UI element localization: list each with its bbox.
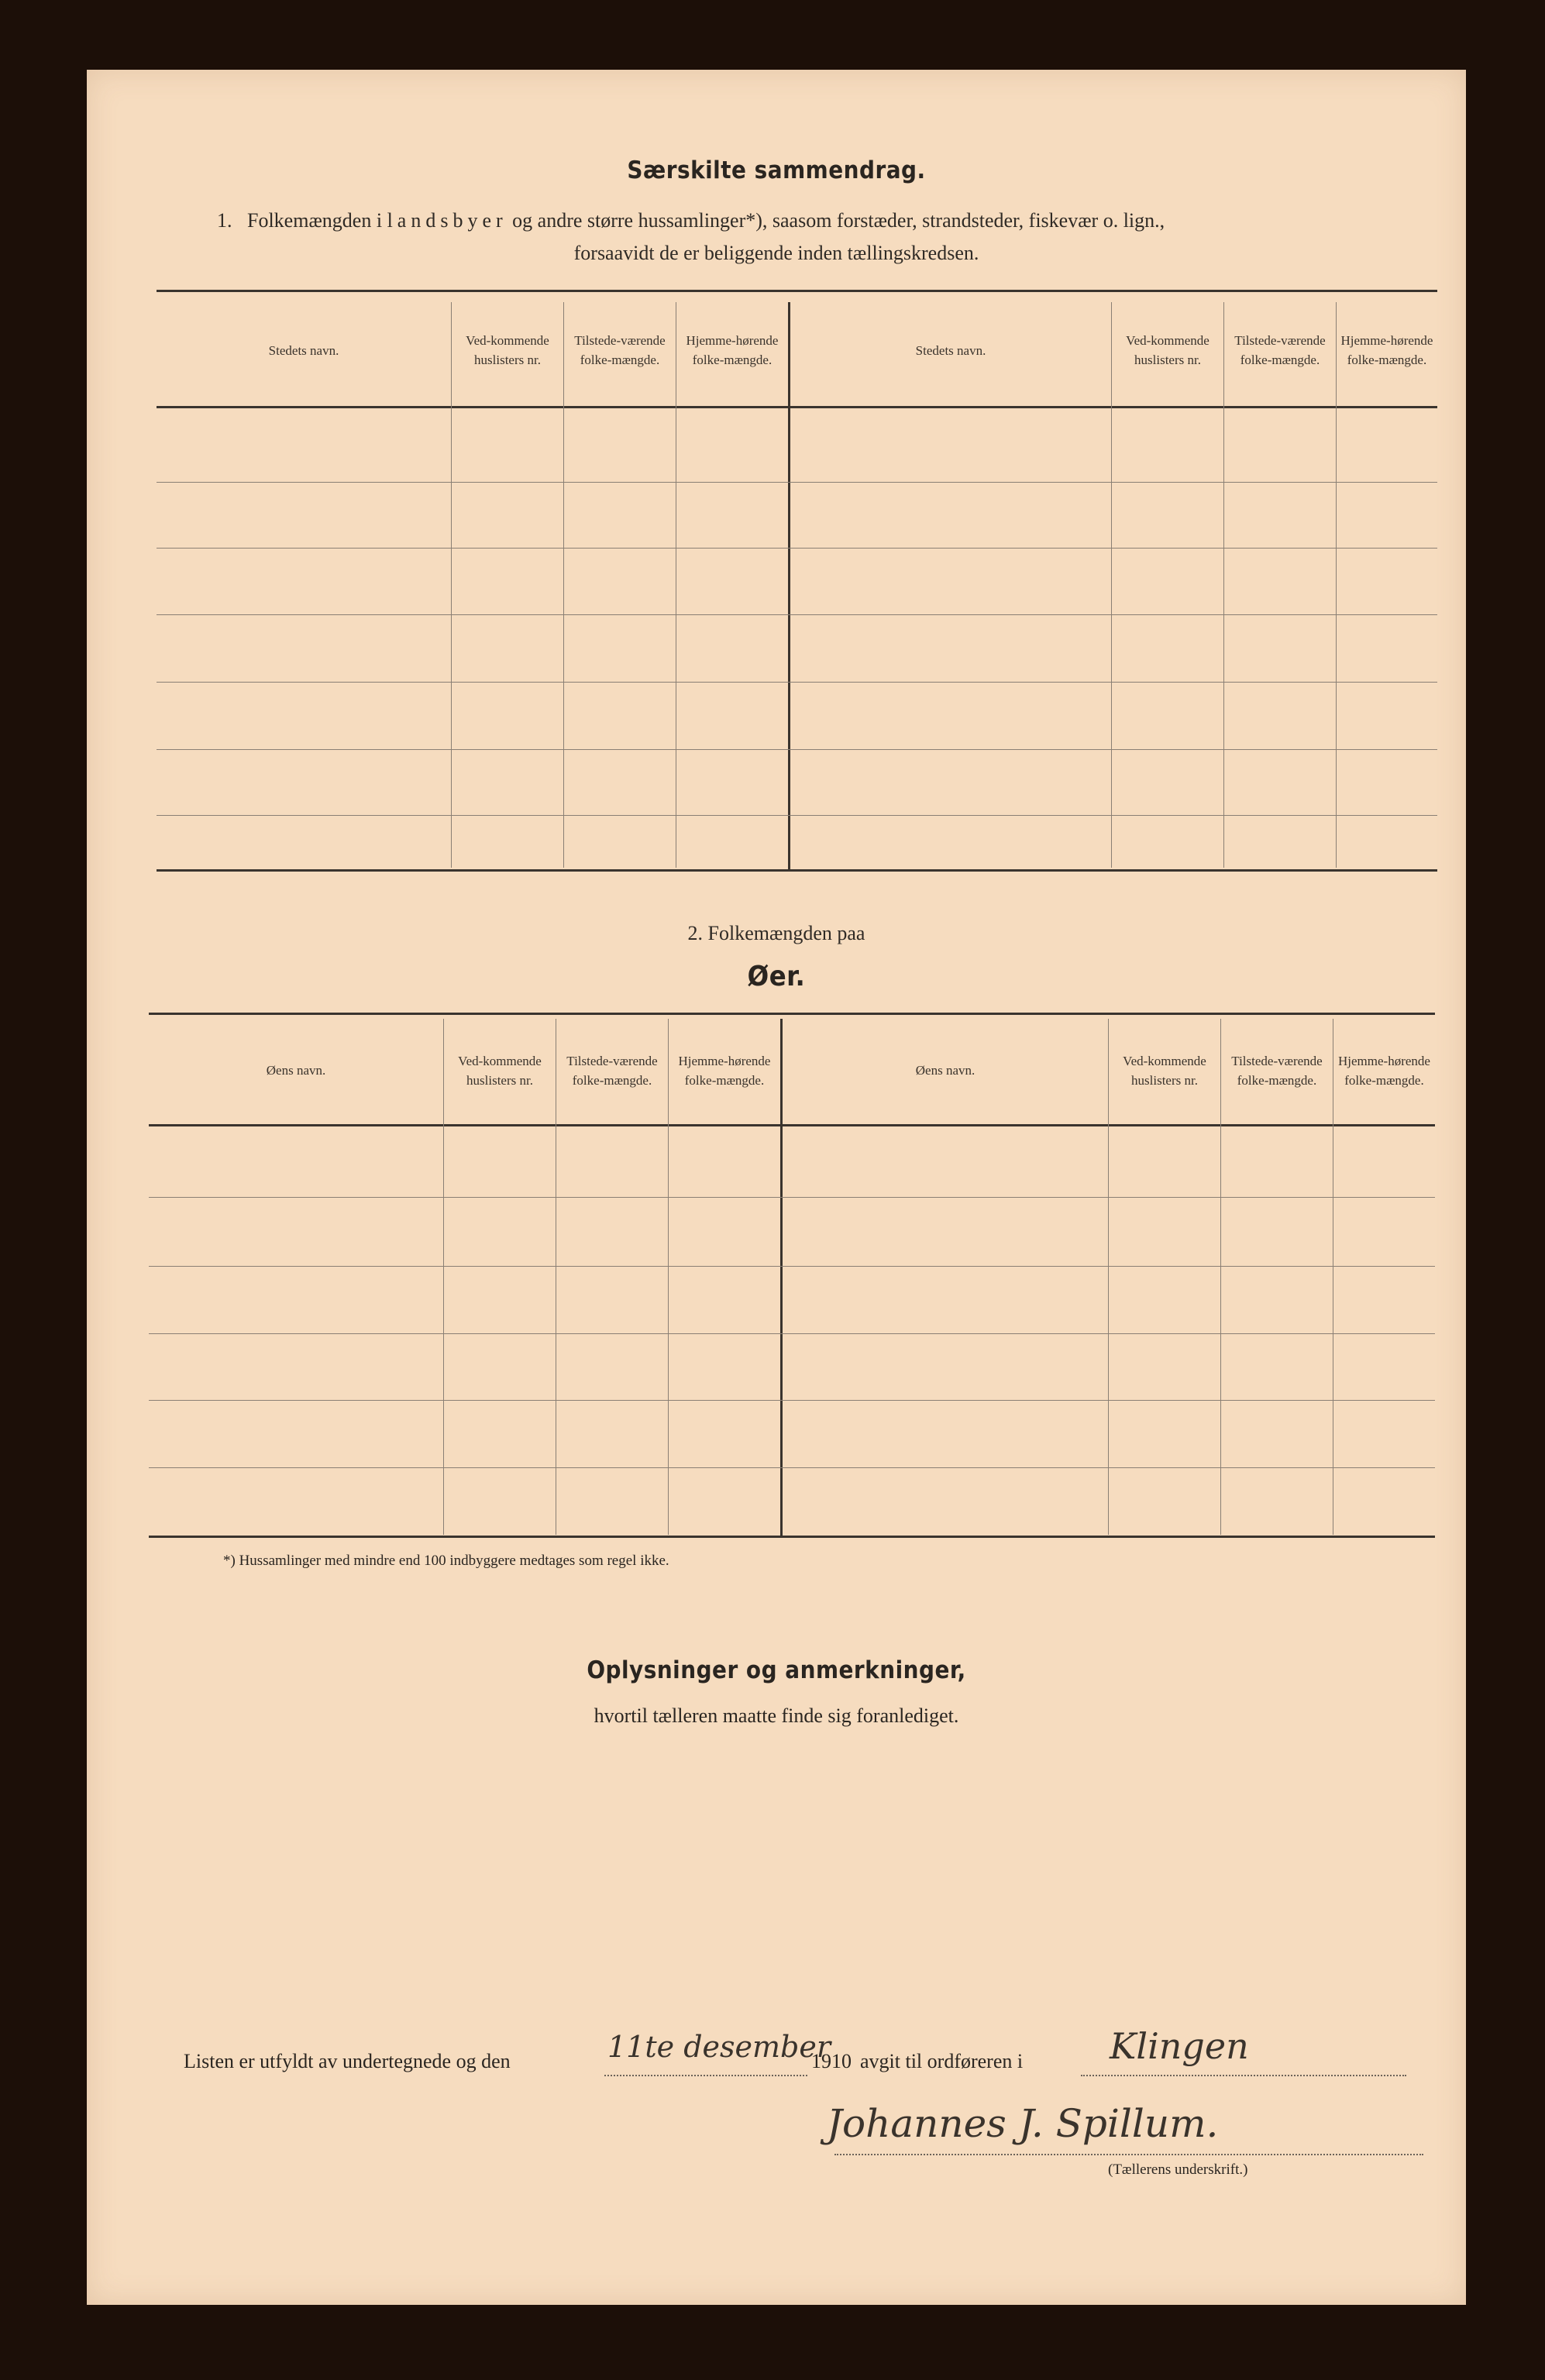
table2-header-tilstedevaerende-1: Tilstede-værende folke-mængde.	[566, 1053, 658, 1088]
table1-header-stedets-navn-1: Stedets navn.	[268, 342, 339, 358]
signature-year: 1910	[811, 2050, 852, 2072]
page-title: Særskilte sammendrag.	[627, 156, 926, 184]
signature-text-1: Listen er utfyldt av undertegnede og den	[184, 2050, 511, 2072]
place-handwritten: Klingen	[1110, 2025, 1249, 2067]
table1-header-hjemmehorende-2: Hjemme-hørende folke-mængde.	[1340, 333, 1433, 367]
remarks-title: Oplysninger og anmerkninger,	[587, 1656, 966, 1684]
table1-header-huslisters-nr-2: Ved-kommende huslisters nr.	[1126, 333, 1210, 367]
date-handwritten: 11te desember	[607, 2030, 831, 2064]
section1-line1-post: og andre større hussamlinger*), saasom forstæder, strandsteder, fiskevær o. lign.,	[512, 209, 1165, 232]
table1-header-tilstedevaerende-1: Tilstede-værende folke-mængde.	[574, 333, 666, 367]
section2-title: Øer.	[747, 961, 806, 992]
table2-header-oens-navn-2: Øens navn.	[915, 1063, 976, 1078]
signature-text-2: avgit til ordføreren i	[860, 2050, 1024, 2072]
table2-bottom-rule	[149, 1536, 1435, 1538]
signature-caption: (Tællerens underskrift.)	[1108, 2162, 1248, 2178]
section1-intro-line1	[217, 209, 1165, 232]
table1-bottom-rule	[157, 869, 1437, 872]
remarks-subtitle: hvortil tælleren maatte finde sig foranlediget.	[594, 1704, 959, 1727]
table2-header-hjemmehorende-1: Hjemme-hørende folke-mængde.	[678, 1053, 771, 1088]
section1-intro-line2: forsaavidt de er beliggende inden tællingskredsen.	[573, 242, 979, 264]
table2-header-rule	[149, 1124, 1435, 1126]
table1-header-hjemmehorende-1: Hjemme-hørende folke-mængde.	[686, 333, 779, 367]
table1-header-tilstedevaerende-2: Tilstede-værende folke-mængde.	[1234, 333, 1326, 367]
section1-line1-spaced: landsbyer	[387, 209, 508, 232]
table1-header-rule	[157, 406, 1437, 408]
signer-handwritten: Johannes J. Spillum.	[827, 2101, 1219, 2146]
table1-header-stedets-navn-2: Stedets navn.	[915, 342, 986, 358]
footnote: *) Hussamlinger med mindre end 100 indbyggere medtages som regel ikke.	[223, 1553, 669, 1569]
table2-header-huslisters-nr-2: Ved-kommende huslisters nr.	[1123, 1053, 1206, 1088]
census-form-page	[87, 70, 1466, 2305]
table1-top-rule	[157, 290, 1437, 292]
table1-header-huslisters-nr-1: Ved-kommende huslisters nr.	[466, 333, 549, 367]
section2-intro: 2. Folkemængden paa	[687, 922, 865, 944]
table2-top-rule	[149, 1013, 1435, 1015]
section1-number: 1.	[217, 209, 232, 232]
table2-header-huslisters-nr-1: Ved-kommende huslisters nr.	[458, 1053, 542, 1088]
table2-header-hjemmehorende-2: Hjemme-hørende folke-mængde.	[1338, 1053, 1430, 1088]
table2-header-oens-navn-1: Øens navn.	[266, 1063, 326, 1078]
section1-line1-pre: Folkemængden i	[247, 209, 383, 232]
table2-header-tilstedevaerende-2: Tilstede-værende folke-mængde.	[1231, 1053, 1323, 1088]
